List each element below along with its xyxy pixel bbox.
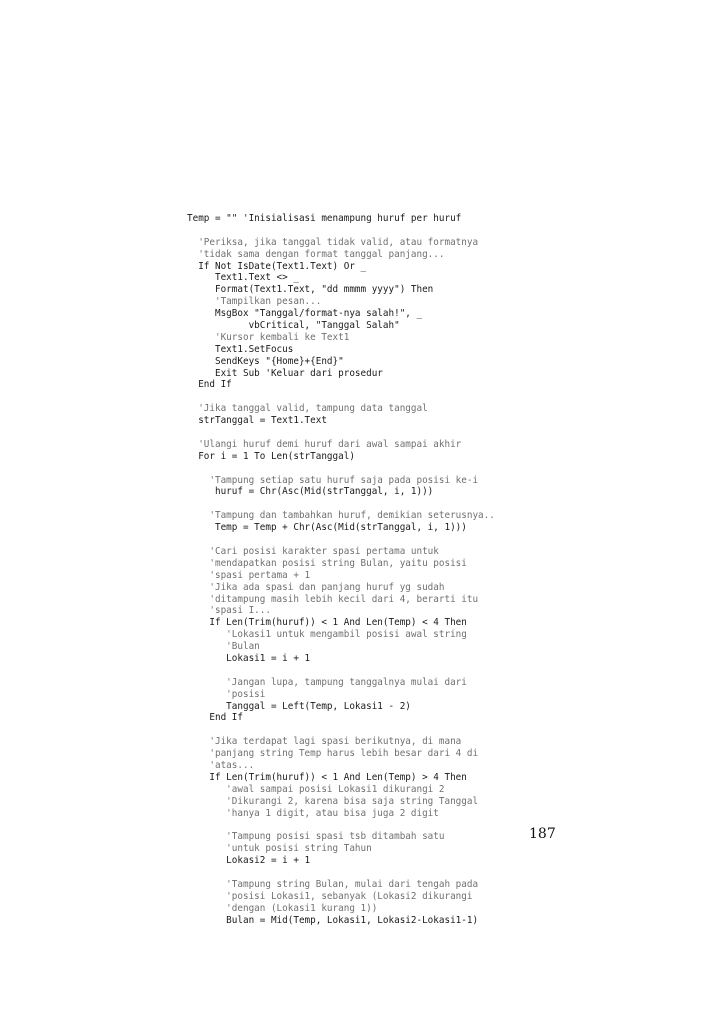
code-comment-line: 'Ulangi huruf demi huruf dari awal sampai akhir [187,438,462,450]
code-comment-line: 'spasi I... [187,605,271,617]
code-comment-line: 'hanya 1 digit, atau bisa juga 2 digit [187,807,439,819]
code-line [187,724,495,736]
code-comment-line: 'Tampung string Bulan, mulai dari tengah pada [187,878,479,890]
code-comment-line: 'Tampilkan pesan... [187,296,322,308]
code-line [187,225,495,237]
code-comment-line: 'Lokasi1 untuk mengambil posisi awal string [187,629,467,641]
code-line: Exit Sub 'Keluar dari prosedur [187,367,383,379]
code-comment-line: 'mendapatkan posisi string Bulan, yaitu posisi [187,557,467,569]
code-comment-line: 'awal sampai posisi Lokasi1 dikurangi 2 [187,783,445,795]
code-line: If Len(Trim(huruf)) < 1 And Len(Temp) < 4 Then [187,617,467,629]
code-line: If Len(Trim(huruf)) < 1 And Len(Temp) > 4 Then [187,771,467,783]
code-line: Text1.Text <> _ [187,272,299,284]
code-line: Tanggal = Left(Temp, Lokasi1 - 2) [187,700,411,712]
code-line [187,534,495,546]
code-line: MsgBox "Tanggal/format-nya salah!", _ [187,308,423,320]
code-comment-line: 'Tampung setiap satu huruf saja pada posisi ke-i [187,474,479,486]
code-comment-line: 'Jika terdapat lagi spasi berikutnya, di mana [187,736,462,748]
code-line [187,463,495,475]
code-comment-line: 'spasi pertama + 1 [187,569,311,581]
code-line: Lokasi1 = i + 1 [187,652,311,664]
code-listing [187,213,495,926]
code-line [187,427,495,439]
code-comment-line: 'dengan (Lokasi1 kurang 1)) [187,902,378,914]
code-line [187,867,495,879]
code-line: For i = 1 To Len(strTanggal) [187,450,355,462]
code-comment-line: 'Bulan [187,641,260,653]
code-line [187,391,495,403]
code-comment-line: 'posisi [187,688,266,700]
page-number: 187 [529,826,556,842]
code-line: If Not IsDate(Text1.Text) Or _ [187,260,367,272]
code-comment-line: 'Cari posisi karakter spasi pertama untuk [187,545,439,557]
code-comment-line: 'atas... [187,759,255,771]
code-line: End If [187,379,232,391]
code-line: End If [187,712,243,724]
code-comment-line: 'ditampung masih lebih kecil dari 4, berarti itu [187,593,479,605]
code-line: strTanggal = Text1.Text [187,415,327,427]
code-comment-line: 'Periksa, jika tanggal tidak valid, atau formatnya [187,236,479,248]
code-line: Temp = "" 'Inisialisasi menampung huruf per huruf [187,213,462,224]
code-comment-line: 'Kursor kembali ke Text1 [187,331,350,343]
code-comment-line: 'tidak sama dengan format tanggal panjang... [187,248,445,260]
code-line: Format(Text1.Text, "dd mmmm yyyy") Then [187,284,434,296]
code-comment-line: 'Jika tanggal valid, tampung data tanggal [187,403,428,415]
code-line: huruf = Chr(Asc(Mid(strTanggal, i, 1))) [187,486,434,498]
code-line: Bulan = Mid(Temp, Lokasi1, Lokasi2-Lokasi1-1) [187,914,479,926]
code-line: Temp = Temp + Chr(Asc(Mid(strTanggal, i, 1))) [187,522,467,534]
code-comment-line: 'Tampung posisi spasi tsb ditambah satu [187,831,445,843]
code-line: vbCritical, "Tanggal Salah" [187,320,400,332]
code-comment-line: 'Jangan lupa, tampung tanggalnya mulai dari [187,676,467,688]
code-line: Lokasi2 = i + 1 [187,855,311,867]
code-comment-line: 'Dikurangi 2, karena bisa saja string Tanggal [187,795,479,807]
code-line [187,498,495,510]
code-line [187,665,495,677]
code-comment-line: 'panjang string Temp harus lebih besar dari 4 di [187,748,479,760]
code-line: SendKeys "{Home}+{End}" [187,355,344,367]
code-line [187,819,495,831]
code-comment-line: 'Tampung dan tambahkan huruf, demikian seterusnya.. [187,510,495,522]
code-comment-line: 'untuk posisi string Tahun [187,843,372,855]
code-comment-line: 'posisi Lokasi1, sebanyak (Lokasi2 dikurangi [187,890,473,902]
code-comment-line: 'Jika ada spasi dan panjang huruf yg sudah [187,581,445,593]
code-line: Text1.SetFocus [187,343,294,355]
